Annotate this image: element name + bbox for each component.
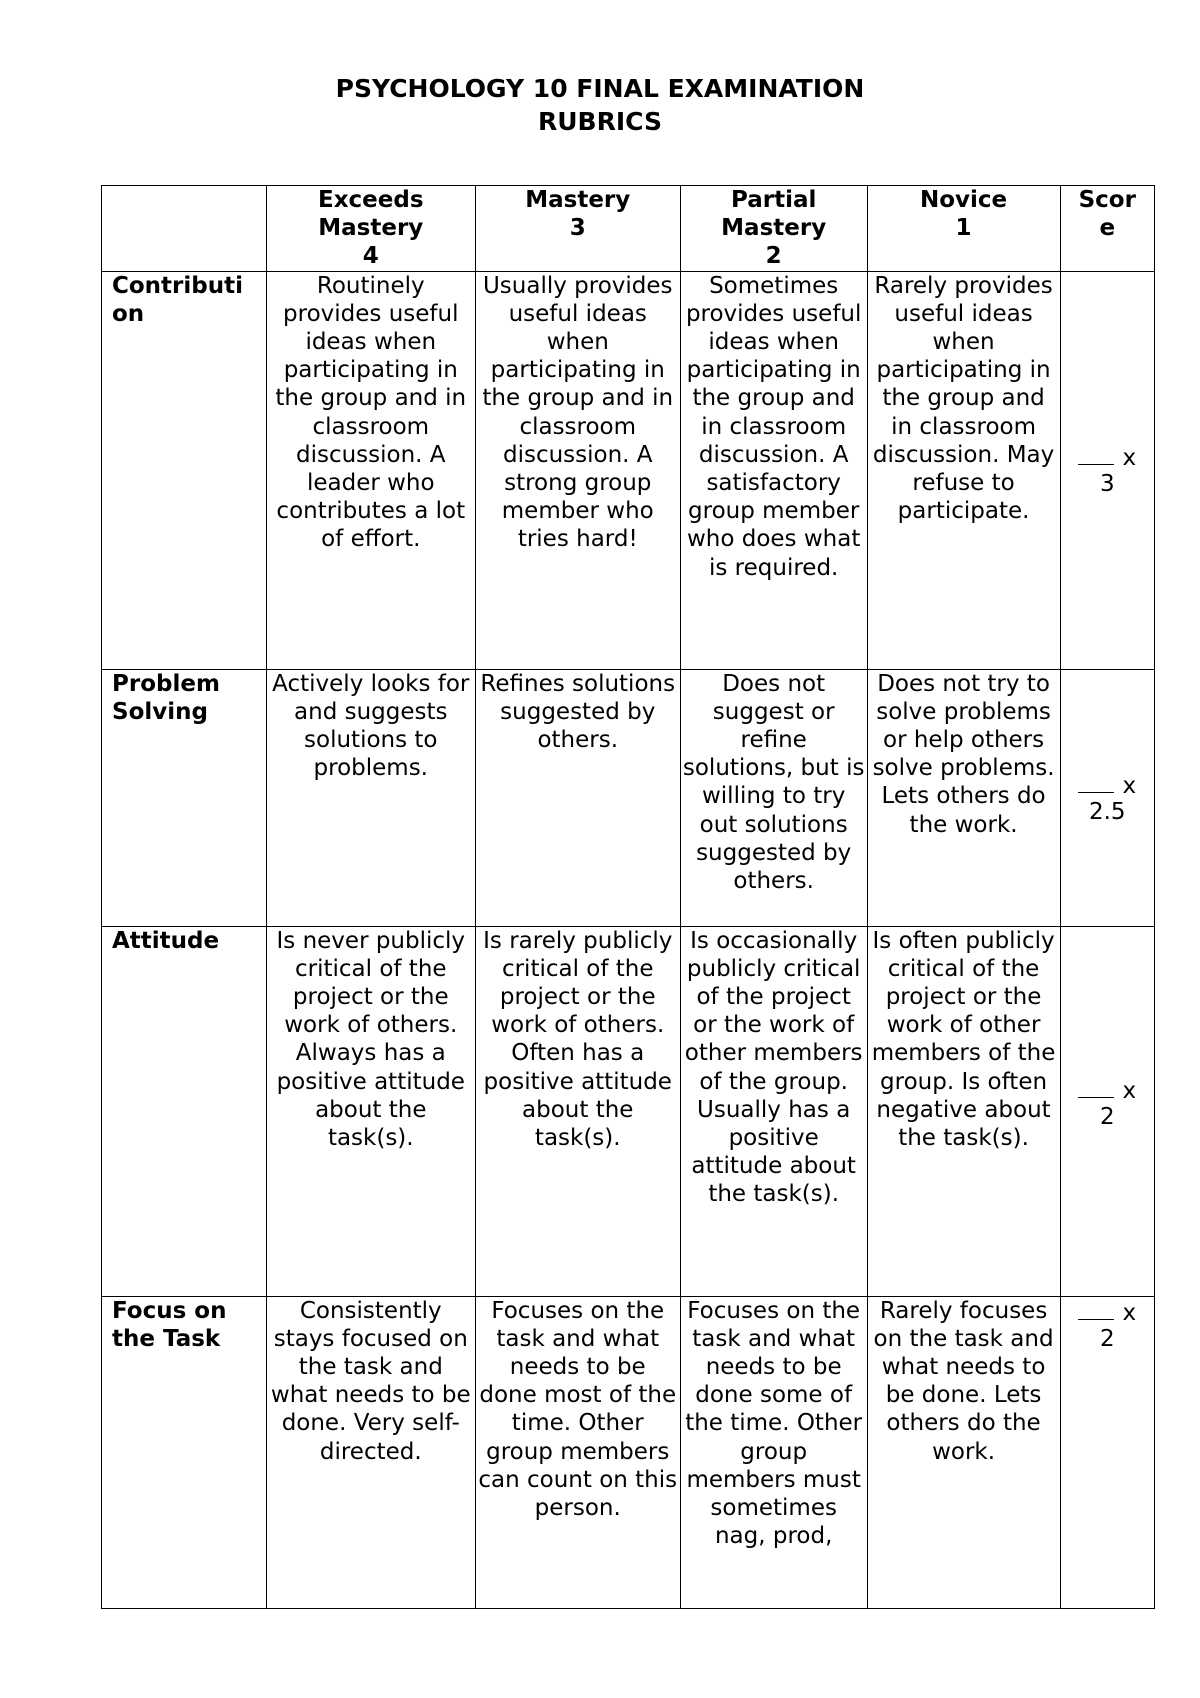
multiplier: x — [1122, 1077, 1137, 1104]
score-blank[interactable] — [1078, 1077, 1114, 1098]
rubric-table — [101, 185, 1155, 1609]
header-exceeds-mastery: Exceeds Mastery 4 — [266, 186, 475, 272]
rubric-cell-exceeds: Routinely provides useful ideas when participating in the group and in classroom discussion. A leader who contributes a lot of effort. — [266, 271, 475, 669]
criterion-label: Contributi on — [102, 271, 267, 669]
rubric-cell-partial: Sometimes provides useful ideas when participating in the group and in classroom discussion. A satisfactory group member who does what is required. — [680, 271, 867, 669]
page-subtitle: RUBRICS — [538, 107, 662, 136]
rubric-cell-novice: Is often publicly critical of the project or the work of other members of the group. Is often negative about the task(s). — [867, 926, 1060, 1296]
rubric-cell-exceeds: Actively looks for and suggests solutions to problems. — [266, 669, 475, 926]
rubric-cell-partial: Focuses on the task and what needs to be done some of the time. Other group members must sometimes nag, prod, — [680, 1296, 867, 1608]
multiplier: x — [1122, 1299, 1137, 1326]
score-weight: 2 — [1099, 1325, 1115, 1352]
rubric-row-contribution — [102, 271, 1155, 669]
criterion-label: Problem Solving — [102, 669, 267, 926]
header-score: Scor e — [1060, 186, 1154, 272]
rubric-cell-mastery: Focuses on the task and what needs to be done most of the time. Other group members can count on this person. — [475, 1296, 680, 1608]
score-cell — [1060, 271, 1154, 669]
rubric-row-problem-solving — [102, 669, 1155, 926]
score-blank[interactable] — [1078, 772, 1114, 793]
rubric-cell-partial: Is occasionally publicly critical of the project or the work of other members of the group. Usually has a positive attitude about the task(s). — [680, 926, 867, 1296]
page-title: PSYCHOLOGY 10 FINAL EXAMINATION — [335, 74, 865, 103]
header-mastery: Mastery 3 — [475, 186, 680, 272]
corner-cell — [102, 186, 267, 272]
score-blank[interactable] — [1078, 444, 1114, 465]
score-weight: 2 — [1099, 1103, 1115, 1130]
multiplier: x — [1122, 772, 1137, 799]
rubric-cell-novice: Rarely provides useful ideas when participating in the group and in classroom discussion. May refuse to participate. — [867, 271, 1060, 669]
criterion-label: Focus on the Task — [102, 1296, 267, 1608]
score-cell — [1060, 669, 1154, 926]
score-cell — [1060, 926, 1154, 1296]
score-weight: 2.5 — [1088, 798, 1126, 825]
header-partial-mastery: Partial Mastery 2 — [680, 186, 867, 272]
header-novice: Novice 1 — [867, 186, 1060, 272]
rubric-row-focus-on-task — [102, 1296, 1155, 1608]
rubric-cell-partial: Does not suggest or refine solutions, but is willing to try out solutions suggested by others. — [680, 669, 867, 926]
rubric-cell-mastery: Usually provides useful ideas when participating in the group and in classroom discussion. A strong group member who tries hard! — [475, 271, 680, 669]
rubric-row-attitude — [102, 926, 1155, 1296]
rubric-cell-exceeds: Is never publicly critical of the project or the work of others. Always has a positive attitude about the task(s). — [266, 926, 475, 1296]
header-row — [102, 186, 1155, 272]
rubric-cell-novice: Does not try to solve problems or help others solve problems. Lets others do the work. — [867, 669, 1060, 926]
rubric-cell-mastery: Refines solutions suggested by others. — [475, 669, 680, 926]
rubric-cell-novice: Rarely focuses on the task and what needs to be done. Lets others do the work. — [867, 1296, 1060, 1608]
score-weight: 3 — [1099, 470, 1115, 497]
multiplier: x — [1122, 444, 1137, 471]
rubric-cell-mastery: Is rarely publicly critical of the project or the work of others. Often has a positive attitude about the task(s). — [475, 926, 680, 1296]
criterion-label: Attitude — [102, 926, 267, 1296]
score-blank[interactable] — [1078, 1299, 1114, 1320]
rubric-cell-exceeds: Consistently stays focused on the task and what needs to be done. Very self-directed. — [266, 1296, 475, 1608]
score-cell — [1060, 1296, 1154, 1608]
